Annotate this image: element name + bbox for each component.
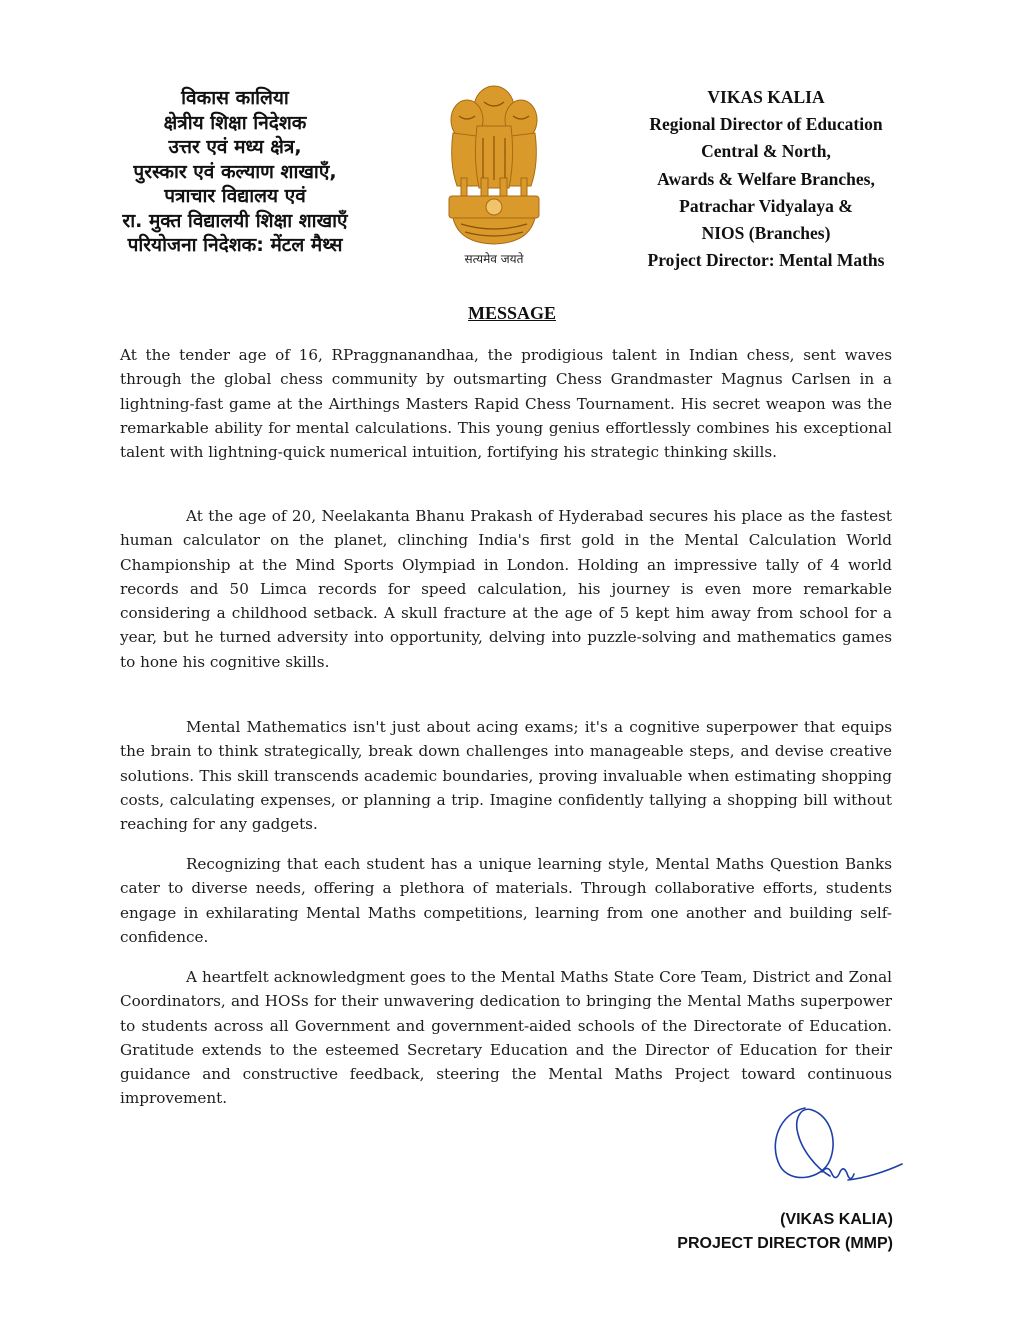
english-name: VIKAS KALIA — [707, 87, 825, 107]
message-paragraph: Recognizing that each student has a unique learning style, Mental Maths Question Banks cater to diverse needs, offering a plethora of materials. Through collaborative efforts, students engage in exhilarating Mental Maths competitions, learning from one another and building self-confidence. — [120, 855, 892, 946]
hindi-name: विकास कालिया — [181, 87, 289, 109]
english-designation-line: Central & North, — [701, 141, 831, 162]
hindi-designation-line: परियोजना निदेशक: मेंटल मैथ्स — [127, 234, 343, 256]
message-paragraph: At the tender age of 16, RPraggnanandhaa, the prodigious talent in Indian chess, sent waves through the global chess community by outsmarting Chess Grandmaster Magnus Carlsen in a lightning-fast game at the Airthings Masters Rapid Chess Tournament. His secret weapon was the remarkable ability for mental calculations. This young genius effortlessly combines his exceptional talent with lightning-quick numerical intuition, fortifying his strategic thinking skills. — [120, 346, 892, 462]
english-designation-line: Project Director: Mental Maths — [647, 250, 885, 271]
english-letterhead — [612, 84, 920, 274]
lion-capital-emblem-icon — [439, 78, 549, 248]
signatory-block — [677, 1208, 893, 1256]
signatory-designation: PROJECT DIRECTOR (MMP) — [677, 1235, 893, 1252]
message-paragraph: Mental Mathematics isn't just about acing exams; it's a cognitive superpower that equips the brain to think strategically, break down challenges into manageable steps, and devise creative solutions. This skill transcends academic boundaries, proving invaluable when estimating shopping costs, calculating expenses, or planning a trip. Imagine confidently tallying a shopping bill without reaching for any gadgets. — [120, 718, 892, 834]
english-designation-line: NIOS (Branches) — [701, 223, 831, 244]
english-designation-line: Patrachar Vidyalaya & — [679, 195, 853, 216]
emblem-motto: सत्यमेव जयते — [464, 252, 524, 266]
message-paragraph: A heartfelt acknowledgment goes to the Mental Maths State Core Team, District and Zonal Coordinators, and HOSs for their unwavering dedication to bringing the Mental Maths superpower to students across all Government and government-aided schools of the Directorate of Education. Gratitude extends to the esteemed Secretary Education and the Director of Education for their guidance and constructive feedback, steering the Mental Maths Project toward continuous improvement. — [120, 968, 892, 1108]
message-title: MESSAGE — [467, 303, 557, 323]
hindi-designation-line: पत्राचार विद्यालय एवं — [164, 185, 306, 207]
hindi-designation-line: उत्तर एवं मध्य क्षेत्र, — [168, 136, 302, 158]
english-designation-line: Regional Director of Education — [649, 114, 883, 135]
hindi-letterhead — [100, 86, 370, 258]
handwritten-signature — [760, 1098, 910, 1203]
hindi-designation-line: रा. मुक्त विद्यालयी शिक्षा शाखाएँ — [122, 209, 348, 232]
message-paragraph: At the age of 20, Neelakanta Bhanu Prakash of Hyderabad secures his place as the fastest human calculator on the planet, clinching India's first gold in the Mental Calculation World Championship at the Mind Sports Olympiad in London. Holding an impressive tally of 4 world records and 50 Limca records for speed calculation, his journey is even more remarkable considering a childhood setback. A skull fracture at the age of 5 kept him away from school for a year, but he turned adversity into opportunity, delving into puzzle-solving and mathematics games to hone his cognitive skills. — [120, 507, 892, 671]
english-designation-line: Awards & Welfare Branches, — [657, 168, 875, 189]
state-emblem — [432, 78, 556, 278]
hindi-designation-line: क्षेत्रीय शिक्षा निदेशक — [163, 111, 307, 134]
hindi-designation-line: पुरस्कार एवं कल्याण शाखाएँ, — [133, 160, 337, 183]
signatory-name: (VIKAS KALIA) — [780, 1211, 893, 1228]
